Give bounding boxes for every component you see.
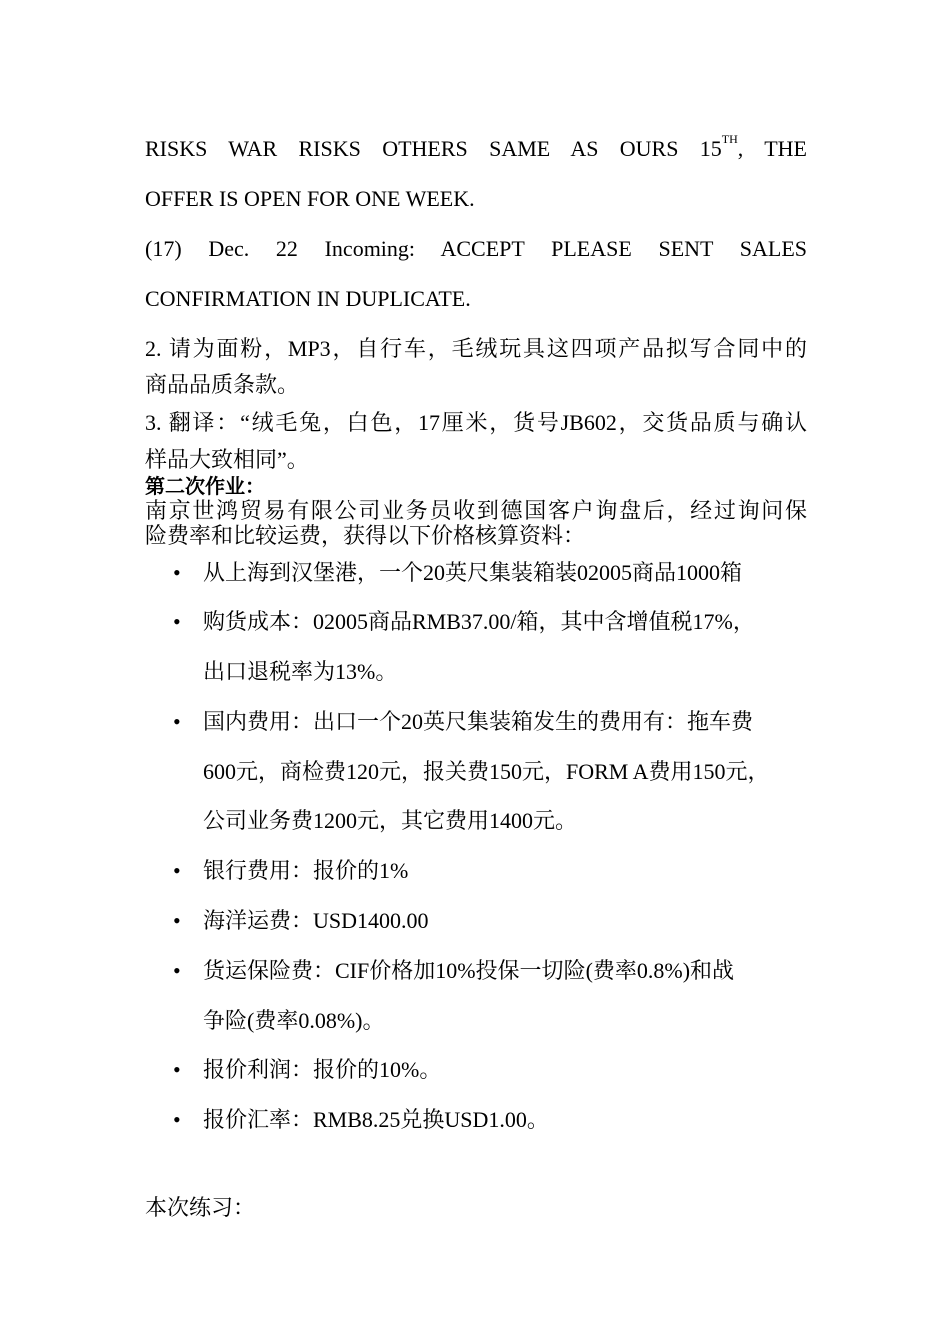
paragraph-line: OFFER IS OPEN FOR ONE WEEK. xyxy=(145,186,475,211)
bullet-icon: • xyxy=(173,858,181,883)
text-span: , THE xyxy=(737,136,807,161)
text-span: RISKS WAR RISKS OTHERS SAME AS OURS 15 xyxy=(145,136,722,161)
question-3-line: 3. 翻译：“绒毛兔，白色，17厘米，货号JB602，交货品质与确认 xyxy=(145,410,807,435)
superscript: TH xyxy=(721,132,738,146)
bullet-icon: • xyxy=(173,1057,181,1082)
bullet-text: 国内费用：出口一个20英尺集装箱发生的费用有：拖车费 xyxy=(203,709,754,734)
bullet-text: 报价汇率：RMB8.25兑换USD1.00。 xyxy=(203,1107,549,1132)
paragraph-line: CONFIRMATION IN DUPLICATE. xyxy=(145,286,471,311)
bullet-icon: • xyxy=(173,908,181,933)
paragraph-line: (17) Dec. 22 Incoming: ACCEPT PLEASE SENT SALES xyxy=(145,236,807,261)
bullet-text: 争险(费率0.08%)。 xyxy=(203,1008,385,1033)
bullet-text: 报价利润：报价的10%。 xyxy=(203,1057,442,1082)
bullet-text: 购货成本：02005商品RMB37.00/箱，其中含增值税17%， xyxy=(203,609,755,634)
question-2-line: 2. 请为面粉，MP3，自行车，毛绒玩具这四项产品拟写合同中的 xyxy=(145,336,807,361)
bullet-text: 货运保险费：CIF价格加10%投保一切险(费率0.8%)和战 xyxy=(203,958,735,983)
bullet-text: 公司业务费1200元，其它费用1400元。 xyxy=(203,808,578,833)
bullet-text: 银行费用：报价的1% xyxy=(203,858,409,883)
bullet-icon: • xyxy=(173,709,181,734)
question-2-line: 商品品质条款。 xyxy=(145,372,300,397)
bullet-text: 海洋运费：USD1400.00 xyxy=(203,908,429,933)
bullet-icon: • xyxy=(173,1107,181,1132)
exercise-label: 本次练习： xyxy=(145,1195,256,1220)
intro-line: 南京世鸿贸易有限公司业务员收到德国客户询盘后，经过询问保 xyxy=(145,498,807,523)
bullet-icon: • xyxy=(173,958,181,983)
bullet-icon: • xyxy=(173,609,181,634)
section-heading: 第二次作业： xyxy=(145,474,265,498)
intro-line: 险费率和比较运费，获得以下价格核算资料： xyxy=(145,523,586,548)
bullet-text: 从上海到汉堡港，一个20英尺集装箱装02005商品1000箱 xyxy=(203,560,743,585)
bullet-text: 出口退税率为13%。 xyxy=(203,659,398,684)
paragraph-line xyxy=(145,132,807,163)
bullet-icon: • xyxy=(173,560,181,585)
question-3-line: 样品大致相同”。 xyxy=(145,447,309,472)
bullet-text: 600元，商检费120元，报关费150元，FORM A费用150元， xyxy=(203,759,770,784)
